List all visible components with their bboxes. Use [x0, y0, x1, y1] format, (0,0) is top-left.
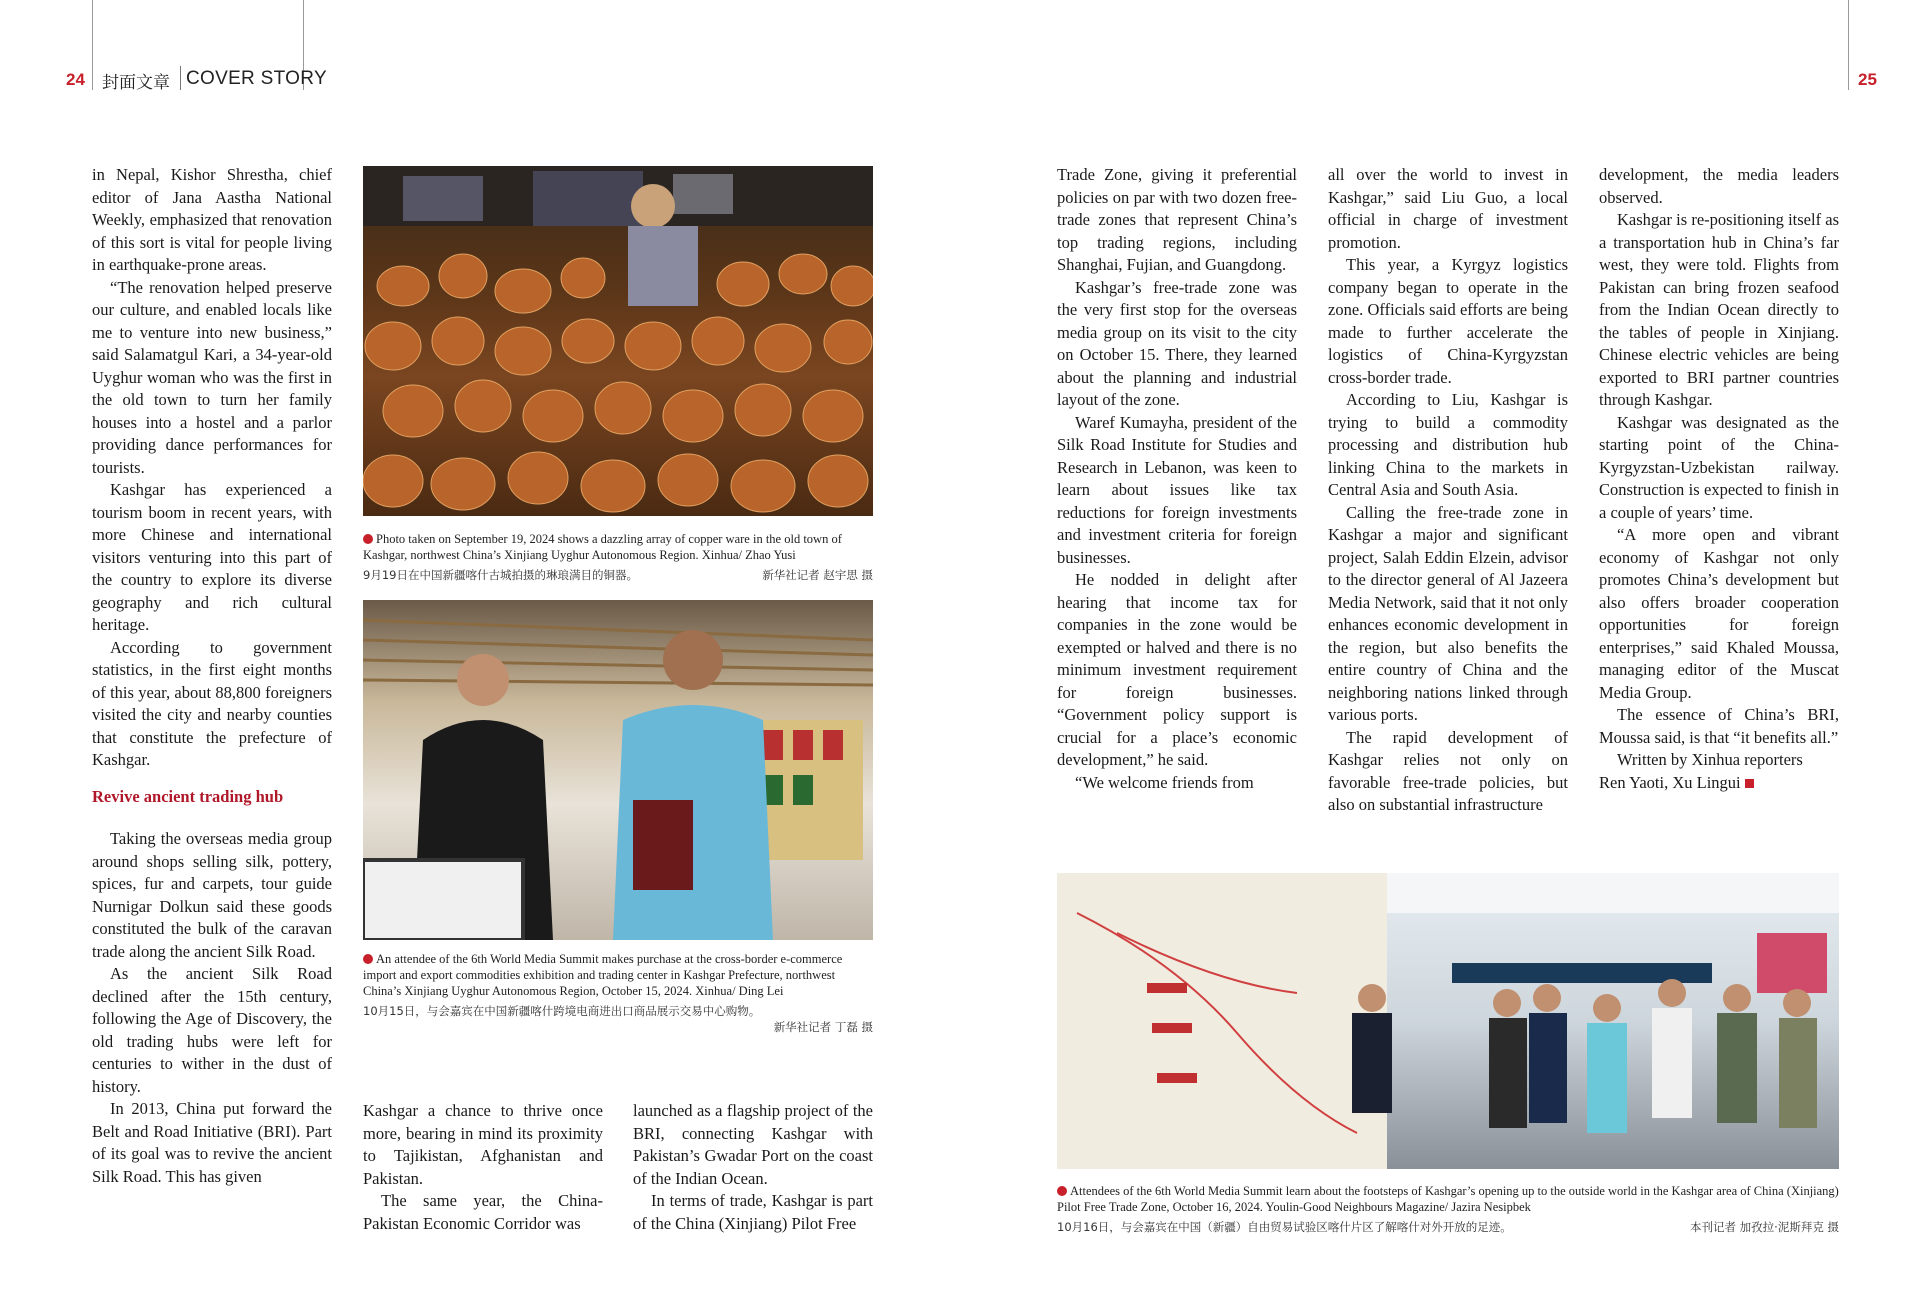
paragraph: Calling the free-trade zone in Kashgar a major and significant project, Salah Eddin Elzein, advisor to the director general of Al Jazeera Media Network, said that it not only enhances economic development in the region, but also benefits the entire country of China and the neighboring nations linked through various ports. — [1328, 502, 1568, 724]
paragraph: The essence of China’s BRI, Moussa said, is that “it benefits all.” — [1599, 705, 1839, 747]
paragraph: He nodded in delight after hearing that income tax for companies in the zone would be exempted or halved and there is no minimum investment requirement for foreign businesses. “Government policy support is crucial for a place’s economic development,” he said. — [1057, 570, 1297, 769]
paragraph: Kashgar is re-positioning itself as a transportation hub in China’s far west, they were told. Flights from Pakistan can bring frozen seafood from the Indian Ocean directly to the tables of people in Xinjiang. Chinese electric vehicles are being exported to BRI partner countries through Kashgar. — [1599, 210, 1839, 409]
header-rule-left — [92, 0, 93, 90]
paragraph: This year, a Kyrgyz logistics company began to operate in the zone. Officials said efforts are being made to further accelerate the logistics of China-Kyrgyzstan cross-border trade. — [1328, 255, 1568, 387]
caption-cn: 10月16日，与会嘉宾在中国（新疆）自由贸易试验区喀什片区了解喀什对外开放的足迹。 — [1057, 1220, 1512, 1234]
paragraph: “The renovation helped preserve our culture, and enabled locals like me to venture into new business,” said Salamatgul Kari, a 34-year-old Uyghur woman who was the first in the old town to turn her family houses into a hostel and a parlor providing dance performances for tourists. — [92, 277, 332, 477]
end-mark-icon — [1745, 779, 1754, 788]
paragraph: The same year, the China-Pakistan Economic Corridor was — [363, 1191, 603, 1233]
caption-cn-row — [363, 567, 873, 583]
caption-text: Photo taken on September 19, 2024 shows a dazzling array of copper ware in the old town of Kashgar, northwest China’s Xinjiang Uyghur Autonomous Region. Xinhua/ Zhao Yusi — [363, 532, 842, 562]
caption-cn-row — [1057, 1219, 1839, 1235]
paragraph: In 2013, China put forward the Belt and Road Initiative (BRI). Part of its goal was to revive the ancient Silk Road. This has given — [92, 1099, 332, 1186]
text-column-4 — [1057, 164, 1297, 794]
paragraph: Kashgar has experienced a tourism boom in recent years, with more Chinese and international visitors venturing into this part of the country to explore its diverse geography and rich cultural heritage. — [92, 480, 332, 634]
photo3-caption — [1057, 1183, 1839, 1235]
byline-names — [1599, 772, 1839, 795]
text-column-1 — [92, 164, 332, 1188]
copper-ware-illustration — [363, 166, 873, 516]
paragraph: launched as a flagship project of the BRI, connecting Kashgar with Pakistan’s Gwadar Port on the coast of the Indian Ocean. — [633, 1101, 873, 1188]
paragraph: “A more open and vibrant economy of Kashgar not only promotes China’s development but also offers broader cooperation opportunities for foreign enterprises,” said Khaled Moussa, managing editor of the Muscat Media Group. — [1599, 525, 1839, 702]
paragraph: Waref Kumayha, president of the Silk Road Institute for Studies and Research in Lebanon, was keen to learn about issues like tax reductions for foreign investments and investment criteria for foreign businesses. — [1057, 412, 1297, 567]
section-title-en: COVER STORY — [186, 68, 327, 89]
copper-ware-photo — [363, 166, 873, 516]
page-number-right: 25 — [1858, 70, 1877, 89]
paragraph: According to government statistics, in the first eight months of this year, about 88,800 foreigners visited the city and nearby counties that constitute the prefecture of Kashgar. — [92, 637, 332, 769]
paragraph: As the ancient Silk Road declined after the 15th century, following the Age of Discovery, the old trading hubs were left for centuries to wither in the dust of history. — [92, 964, 332, 1096]
caption-credit: 新华社记者 赵宇思 摄 — [762, 568, 873, 582]
paragraph: Kashgar was designated as the starting point of the China-Kyrgyzstan-Uzbekistan railway. Construction is expected to finish in a couple of years’ time. — [1599, 412, 1839, 522]
caption-text: An attendee of the 6th World Media Summit makes purchase at the cross-border e-commerce import and export commodities exhibition and trading center in Kashgar Prefecture, northwest China’s Xinjiang Uyghur Autonomous Region, October 15, 2024. Xinhua/ Ding Lei — [363, 952, 843, 998]
caption-cn-row — [363, 1003, 873, 1035]
text-column-6 — [1599, 164, 1839, 794]
paragraph: In terms of trade, Kashgar is part of the China (Xinjiang) Pilot Free — [633, 1191, 873, 1233]
xinhua-logo-icon — [363, 534, 373, 544]
paragraph: “We welcome friends from — [1075, 772, 1254, 792]
caption-text: Attendees of the 6th World Media Summit learn about the footsteps of Kashgar’s opening up to the outside world in the Kashgar area of China (Xinjiang) Pilot Free Trade Zone, October 16, 2024. Youlin-Good Neighbours Magazine/ Jazira Nesipbek — [1057, 1184, 1839, 1214]
paragraph: According to Liu, Kashgar is trying to build a commodity processing and distribution hub linking China to the markets in Central Asia and South Asia. — [1328, 390, 1568, 499]
exhibition-illustration — [1057, 873, 1839, 1169]
paragraph: all over the world to invest in Kashgar,” said Liu Guo, a local official in charge of investment promotion. — [1328, 165, 1568, 252]
page-number-left: 24 — [66, 70, 85, 89]
paragraph: in Nepal, Kishor Shrestha, chief editor of Jana Aastha National Weekly, emphasized that renovation of this sort is vital for people living in earthquake-prone areas. — [92, 165, 332, 274]
free-trade-zone-photo — [1057, 873, 1839, 1169]
photo2-caption — [363, 951, 873, 1035]
xinhua-logo-icon — [363, 954, 373, 964]
text-column-2 — [363, 1100, 603, 1235]
header-rule-right — [1848, 0, 1849, 90]
subheading: Revive ancient trading hub — [92, 786, 284, 806]
paragraph: development, the media leaders observed. — [1599, 165, 1839, 207]
xinhua-logo-icon — [1057, 1186, 1067, 1196]
section-title-cn: 封面文章 — [102, 73, 170, 93]
paragraph: Kashgar a chance to thrive once more, bearing in mind its proximity to Tajikistan, Afghanistan and Pakistan. — [363, 1101, 603, 1188]
byline: Written by Xinhua reporters — [1617, 750, 1803, 769]
caption-credit: 本刊记者 加孜拉·泥斯拜克 摄 — [1690, 1220, 1839, 1234]
text-column-5 — [1328, 164, 1568, 817]
header-separator — [180, 66, 181, 90]
paragraph: Trade Zone, giving it preferential policies on par with two dozen free-trade zones that represent China’s top trading regions, including Shanghai, Fujian, and Guangdong. — [1057, 165, 1297, 274]
photo1-caption — [363, 531, 873, 583]
shop-illustration — [363, 600, 873, 940]
caption-cn: 10月15日，与会嘉宾在中国新疆喀什跨境电商进出口商品展示交易中心购物。 — [363, 1004, 761, 1018]
text-column-3 — [633, 1100, 873, 1235]
byline-names-text: Ren Yaoti, Xu Lingui — [1599, 772, 1741, 792]
paragraph: Taking the overseas media group around shops selling silk, pottery, spices, fur and carpets, tour guide Nurnigar Dolkun said these goods constituted the bulk of the caravan trade along the ancient Silk Road. — [92, 829, 332, 961]
paragraph: The rapid development of Kashgar relies not only on favorable free-trade policies, but also on substantial infrastructure — [1328, 727, 1568, 814]
paragraph: Kashgar’s free-trade zone was the very first stop for the overseas media group on its visit to the city on October 15. There, they learned about the planning and industrial layout of the zone. — [1057, 277, 1297, 409]
caption-cn: 9月19日在中国新疆喀什古城拍摄的琳琅满目的铜器。 — [363, 568, 638, 582]
e-commerce-shop-photo — [363, 600, 873, 940]
caption-credit: 新华社记者 丁磊 摄 — [773, 1020, 873, 1034]
